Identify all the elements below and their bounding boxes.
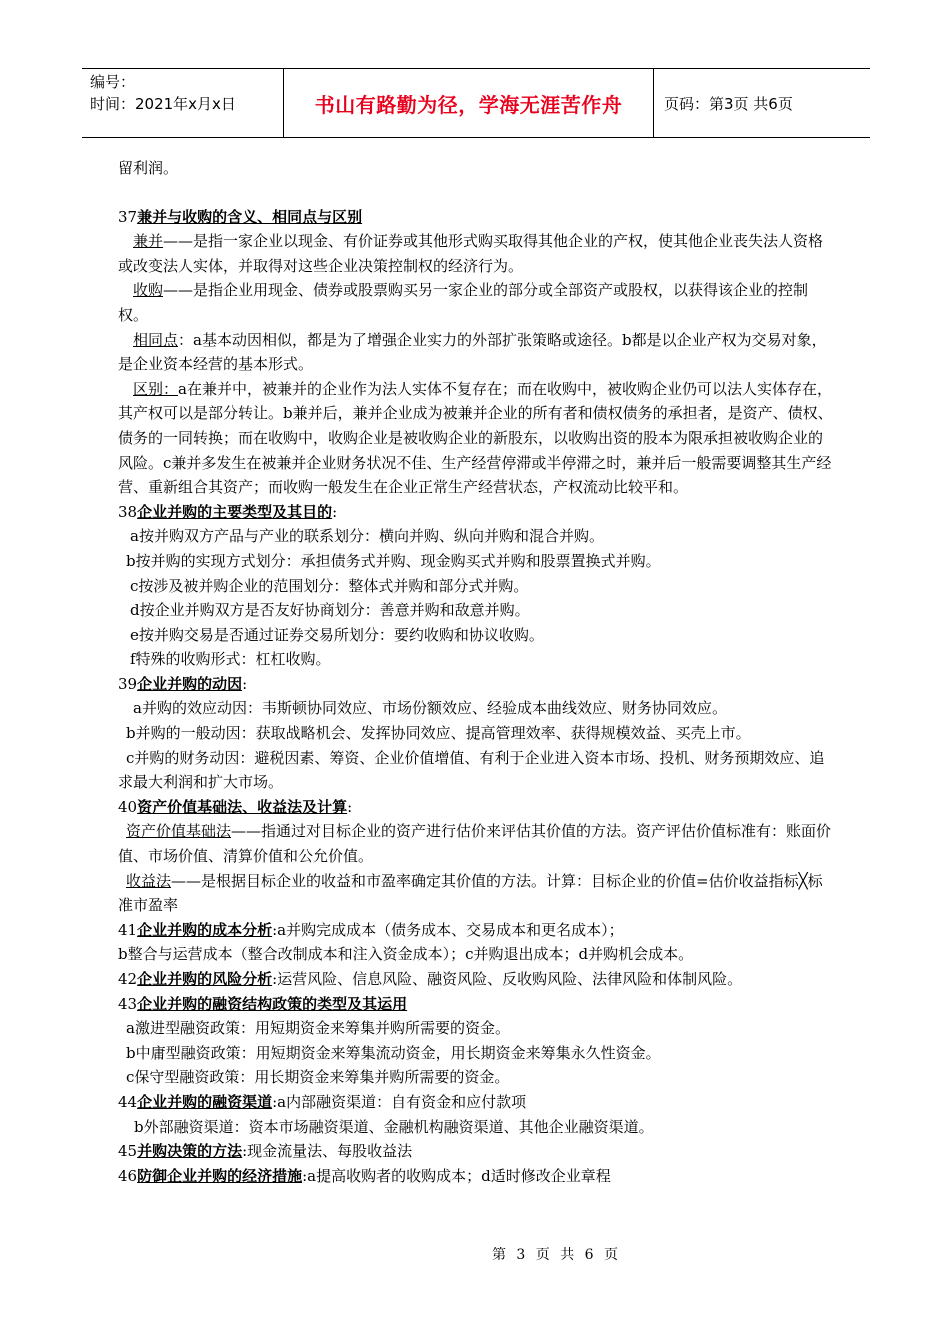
- term: 收益法: [126, 871, 172, 890]
- list-item: b并购的一般动因：获取战略机会、发挥协同效应、提高管理效率、获得规模效益、买壳上市。: [126, 724, 751, 743]
- definition: a在兼并中，被兼并的企业作为法人实体不复存在；而在收购中，被收购企业仍可以法人实体存在，其产权可以是部分转让。b兼并后，兼并企业成为被兼并企业的所有者和债权债务的承担者，是资产、债权、债务的一同转换；而在收购中，收购企业是被收购企业的新股东，以收购出资的股本为限承担被收购企业的风险。c兼并多发生在被兼并企业财务状况不佳、生产经营停滞或半停滞之时，兼并后一般需要调整其生产经营、重新组合其资产；而收购一般发生在企业正常生产经营状态，产权流动比较平和。: [118, 379, 833, 497]
- paragraph: [118, 819, 836, 868]
- section-number: 37: [118, 207, 138, 226]
- section-title: 兼并与收购的含义、相同点与区别: [137, 207, 363, 226]
- list-item: c按涉及被并购企业的范围划分：整体式并购和部分式并购。: [130, 576, 529, 595]
- section-heading-43: [118, 992, 836, 1017]
- section-heading-38: [118, 500, 836, 525]
- definition: ——指通过对目标企业的资产进行估价来评估其价值的方法。资产评估价值标准有：账面价值、市场价值、清算价值和公允价值。: [118, 822, 832, 866]
- document-body: [118, 156, 836, 1188]
- paragraph: [118, 278, 836, 327]
- list-item: e按并购交易是否通过证券交易所划分：要约收购和协议收购。: [130, 625, 544, 644]
- section-text: :a内部融资渠道：自有资金和应付款项: [272, 1092, 527, 1111]
- list-item: a按并购双方产品与产业的联系划分：横向并购、纵向并购和混合并购。: [130, 527, 604, 546]
- page-header: [82, 68, 870, 138]
- document-time-label: 时间：2021年x月x日: [90, 95, 236, 113]
- document-number-label: 编号：: [90, 73, 136, 91]
- section-heading-40: [118, 795, 836, 820]
- term: 相同点: [133, 330, 179, 349]
- section-heading-46: [118, 1164, 836, 1189]
- section-number: 46: [118, 1166, 138, 1185]
- list-item: b外部融资渠道：资本市场融资渠道、金融机构融资渠道、其他企业融资渠道。: [134, 1117, 654, 1136]
- section-heading-45: [118, 1139, 836, 1164]
- section-text: :a并购完成成本（债务成本、交易成本和更名成本）；: [272, 920, 624, 939]
- list-item: a并购的效应动因：韦斯顿协同效应、市场份额效应、经验成本曲线效应、财务协同效应。: [133, 699, 727, 718]
- colon: :: [347, 797, 353, 816]
- section-heading-37: [118, 205, 836, 230]
- definition: ：a基本动因相似，都是为了增强企业实力的外部扩张策略或途径。b都是以企业产权为交易对象，是企业资本经营的基本形式。: [118, 330, 827, 374]
- colon: :: [332, 502, 338, 521]
- section-text: :运营风险、信息风险、融资风险、反收购风险、法律风险和体制风险。: [272, 970, 743, 988]
- section-heading-39: [118, 672, 836, 697]
- term: 兼并: [133, 232, 164, 251]
- section-title: 企业并购的主要类型及其目的: [137, 502, 333, 521]
- list-item: a激进型融资政策：用短期资金来筹集并购所需要的资金。: [126, 1019, 510, 1038]
- section-number: 38: [118, 502, 138, 521]
- paragraph: b整合与运营成本（整合改制成本和注入资金成本）；c并购退出成本；d并购机会成本。: [118, 945, 694, 964]
- section-title: 并购决策的方法: [137, 1142, 243, 1161]
- list-item: b按并购的实现方式划分：承担债务式并购、现金购买式并购和股票置换式并购。: [126, 551, 661, 570]
- section-text: :现金流量法、每股收益法: [242, 1142, 413, 1161]
- list-item: f特殊的收购形式：杠杠收购。: [130, 650, 331, 669]
- term: 资产价值基础法: [126, 822, 232, 841]
- paragraph: [118, 869, 836, 918]
- list-item: b中庸型融资政策：用短期资金来筹集流动资金，用长期资金来筹集永久性资金。: [126, 1043, 661, 1062]
- header-motto: 书山有路勤为径，学海无涯苦作舟: [284, 69, 654, 137]
- section-number: 40: [118, 797, 138, 816]
- section-number: 44: [118, 1092, 138, 1111]
- section-text: :a提高收购者的收购成本；d适时修改企业章程: [302, 1166, 611, 1185]
- definition: ——是指一家企业以现金、有价证券或其他形式购买取得其他企业的产权，使其他企业丧失法人资格或改变法人实体，并取得对这些企业决策控制权的经济行为。: [118, 232, 824, 275]
- section-number: 41: [118, 920, 138, 939]
- paragraph: [118, 328, 836, 377]
- section-number: 39: [118, 674, 138, 693]
- section-title: 资产价值基础法、收益法及计算: [137, 797, 348, 816]
- term: 收购: [133, 281, 164, 300]
- section-title: 企业并购的融资结构政策的类型及其运用: [137, 994, 408, 1013]
- page-footer: 第 3 页 共 6 页: [491, 1247, 619, 1263]
- section-heading-41: [118, 918, 836, 943]
- paragraph: 留利润。: [118, 159, 179, 177]
- section-title: 企业并购的融资渠道: [137, 1092, 273, 1111]
- header-info-cell: [82, 69, 284, 137]
- colon: :: [242, 674, 248, 693]
- section-number: 43: [118, 994, 138, 1013]
- paragraph: [118, 377, 836, 500]
- list-item: d按企业并购双方是否友好协商划分：善意并购和敌意并购。: [130, 601, 530, 620]
- section-title: 企业并购的动因: [137, 674, 243, 693]
- list-item: c保守型融资政策：用长期资金来筹集并购所需要的资金。: [126, 1068, 510, 1087]
- definition: ——是根据目标企业的收益和市盈率确定其价值的方法。计算：目标企业的价值=估价收益指标╳标准市盈率: [118, 871, 823, 915]
- header-page-number: 页码：第3页 共6页: [664, 94, 793, 113]
- section-number: 42: [118, 970, 138, 988]
- section-title: 企业并购的风险分析: [137, 970, 273, 988]
- section-heading-44: [118, 1090, 836, 1115]
- section-heading-42: [118, 967, 836, 992]
- term: 区别：: [133, 379, 179, 398]
- section-number: 45: [118, 1142, 138, 1161]
- section-title: 防御企业并购的经济措施: [137, 1166, 303, 1185]
- list-item: c并购的财务动因：避税因素、筹资、企业价值增值、有利于企业进入资本市场、投机、财务预期效应、追求最大利润和扩大市场。: [118, 748, 825, 792]
- definition: ——是指企业用现金、债券或股票购买另一家企业的部分或全部资产或股权，以获得该企业的控制权。: [118, 281, 809, 324]
- paragraph: [118, 229, 836, 278]
- section-title: 企业并购的成本分析: [137, 920, 273, 939]
